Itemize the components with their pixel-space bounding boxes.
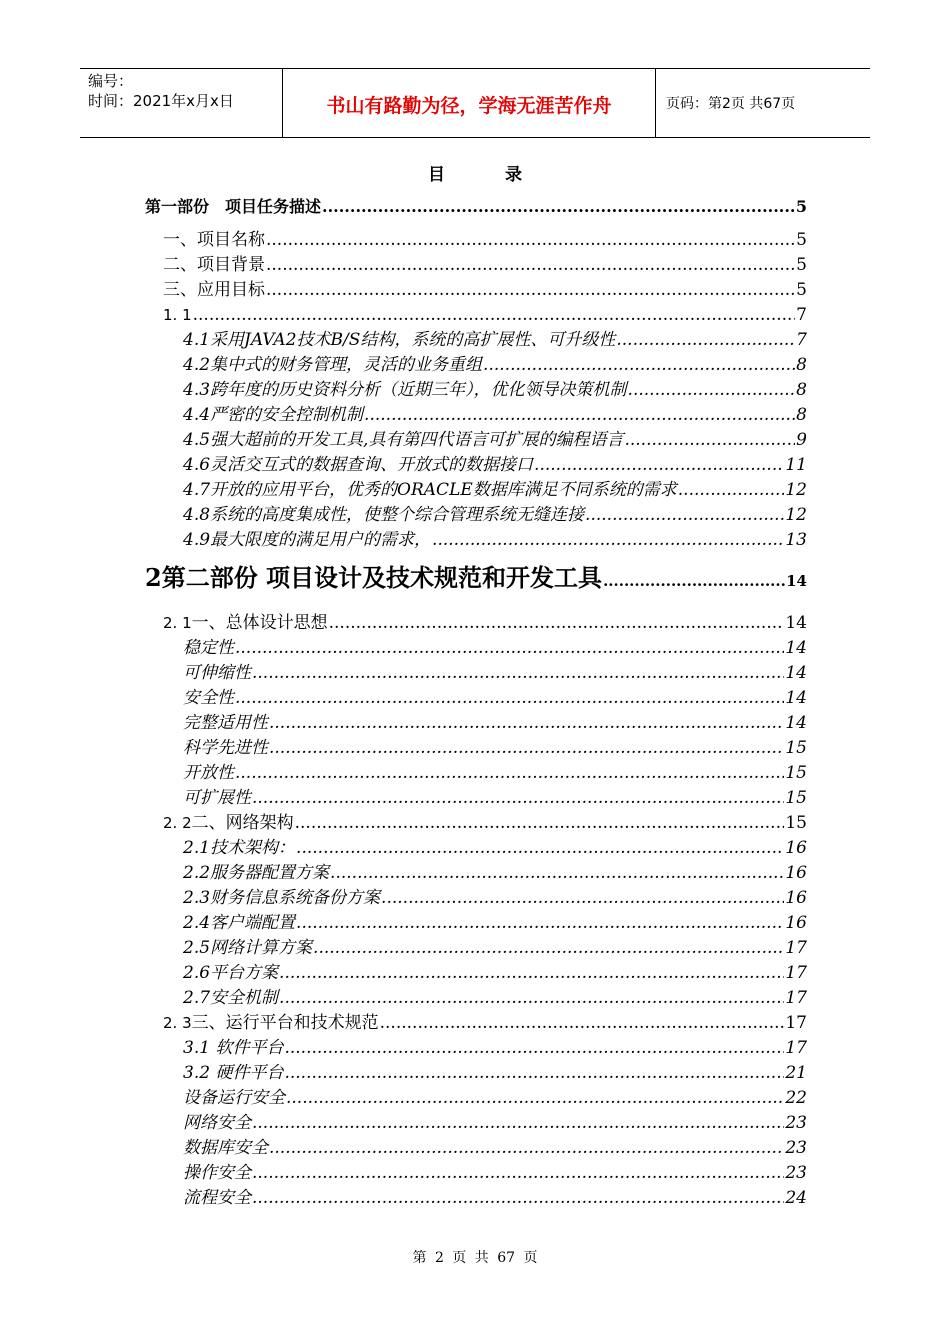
toc-entry-number: 4.9 <box>183 530 211 550</box>
toc-entry-page: 8 <box>796 380 807 400</box>
toc-entry-label: 客户端配置 <box>210 913 296 933</box>
toc-leader <box>624 428 795 452</box>
toc-entry-label: 设备运行安全 <box>183 1088 285 1108</box>
toc-entry-number: 4.7 <box>183 480 211 500</box>
toc-entry[interactable] <box>183 686 807 710</box>
toc-entry[interactable] <box>183 1136 807 1160</box>
toc-entry-page: 22 <box>785 1088 807 1108</box>
toc-entry-page: 16 <box>785 888 807 908</box>
toc-leader <box>295 811 785 835</box>
toc-leader <box>616 328 795 352</box>
toc-leader <box>534 453 784 477</box>
toc-entry[interactable] <box>183 961 807 985</box>
toc-entry[interactable] <box>183 428 807 452</box>
toc-entry-page: 17 <box>785 938 807 958</box>
toc-leader <box>483 353 795 377</box>
toc-leader <box>678 478 785 502</box>
toc-entry-label: 严密的安全控制机制 <box>210 405 364 425</box>
toc-entry[interactable] <box>183 861 807 885</box>
toc-leader <box>252 661 784 685</box>
toc-entry-part-2[interactable] <box>145 561 807 595</box>
toc-entry-number: 2. 1 <box>163 614 192 632</box>
toc-entry-label: 安全性 <box>183 688 234 708</box>
toc-entry-number: 2.3 <box>183 888 211 908</box>
toc-entry-label: 开放性 <box>183 763 234 783</box>
toc-entry-page: 23 <box>785 1113 807 1133</box>
toc-entry-label: 开放的应用平台，优秀的ORACLE数据库满足不同系统的需求 <box>210 480 677 500</box>
toc-entry-label: 强大超前的开发工具,具有第四代语言可扩展的编程语言 <box>210 430 624 450</box>
toc-leader <box>266 253 795 277</box>
toc-leader <box>330 861 784 885</box>
toc-entry-label: 灵活交互式的数据查询、开放式的数据接口 <box>210 455 534 475</box>
toc-leader <box>269 711 784 735</box>
toc-leader <box>269 736 784 760</box>
toc-entry[interactable] <box>163 303 807 327</box>
toc-entry[interactable] <box>183 1061 807 1085</box>
toc-entry-label: 采用JAVA2技术B/S结构，系统的高扩展性、可升级性 <box>210 330 616 350</box>
toc-entry[interactable] <box>163 228 807 252</box>
toc-entry[interactable] <box>183 911 807 935</box>
toc-leader <box>252 1186 784 1210</box>
toc-leader <box>322 195 795 219</box>
toc-leader <box>432 528 784 552</box>
header-page-info: 页码：第2页 共67页 <box>666 96 796 112</box>
toc-entry-label: 系统的高度集成性，使整个综合管理系统无缝连接 <box>210 505 585 525</box>
toc-entry-number: 4.4 <box>183 405 211 425</box>
toc-entry-page: 14 <box>785 713 807 733</box>
toc-entry[interactable] <box>183 453 807 477</box>
toc-entry-page: 24 <box>785 1188 807 1208</box>
toc-entry-page: 16 <box>785 913 807 933</box>
toc-entry-label: 数据库安全 <box>183 1138 268 1158</box>
doc-number-label: 编号： <box>88 72 134 90</box>
toc-entry[interactable] <box>183 403 807 427</box>
toc-entry[interactable] <box>183 1036 807 1060</box>
toc-entry-page: 15 <box>785 788 807 808</box>
toc-entry-label: 第二部份 项目设计及技术规范和开发工具 <box>161 563 603 592</box>
toc-entry-page: 23 <box>785 1163 807 1183</box>
toc-entry-number: 4.8 <box>183 505 211 525</box>
toc-entry-page: 9 <box>796 430 807 450</box>
toc-entry-label: 稳定性 <box>183 638 234 658</box>
toc-entry[interactable] <box>163 278 807 302</box>
toc-leader <box>603 564 785 598</box>
toc-entry-page: 16 <box>785 838 807 858</box>
toc-entry[interactable] <box>183 886 807 910</box>
toc-entry-page: 5 <box>796 280 807 300</box>
header-meta <box>88 71 234 111</box>
toc-entry-number: 2.7 <box>183 988 211 1008</box>
toc-entry-page: 13 <box>785 530 807 550</box>
toc-entry[interactable] <box>163 1011 807 1035</box>
toc-leader <box>266 228 795 252</box>
toc-entry-label: 集中式的财务管理，灵活的业务重组 <box>210 355 483 375</box>
toc-entry-number: 2.2 <box>183 863 211 883</box>
toc-entry-page: 15 <box>785 738 807 758</box>
toc-entry-label: 网络安全 <box>183 1113 251 1133</box>
toc-entry[interactable] <box>183 761 807 785</box>
toc-entry-label: 第一部份 项目任务描述 <box>145 197 322 216</box>
toc-entry[interactable] <box>183 986 807 1010</box>
toc-entry-number: 2.1 <box>183 838 211 858</box>
toc-leader <box>252 1161 784 1185</box>
toc-leader <box>235 636 784 660</box>
toc-leader <box>364 403 795 427</box>
toc-leader <box>296 911 784 935</box>
toc-entry[interactable] <box>183 711 807 735</box>
toc-leader <box>329 611 785 635</box>
toc-leader <box>266 278 795 302</box>
toc-entry-page: 15 <box>785 763 807 783</box>
toc-entry[interactable] <box>183 353 807 377</box>
toc-entry-number: 4.3 <box>183 380 211 400</box>
toc-entry-page: 16 <box>785 863 807 883</box>
toc-entry-number: 4.6 <box>183 455 211 475</box>
toc-leader <box>380 1011 785 1035</box>
toc-entry-number: 2 <box>145 563 162 592</box>
toc-entry-label: 平台方案 <box>210 963 279 983</box>
toc-entry-label: 跨年度的历史资料分析（近期三年），优化领导决策机制 <box>210 380 627 400</box>
toc-entry[interactable] <box>183 378 807 402</box>
toc-entry-page: 15 <box>785 813 807 833</box>
toc-entry-number: 2.5 <box>183 938 211 958</box>
toc-entry-label: 三、应用目标 <box>163 280 265 300</box>
toc-entry[interactable] <box>183 328 807 352</box>
toc-entry-page: 14 <box>785 688 807 708</box>
toc-entry-label: 二、网络架构 <box>191 813 294 833</box>
toc-entry[interactable] <box>183 736 807 760</box>
toc-leader <box>269 1136 784 1160</box>
toc-entry-number: 2. 2 <box>163 814 192 832</box>
toc-entry-page: 14 <box>785 663 807 683</box>
toc-leader <box>286 1086 784 1110</box>
toc-entry[interactable] <box>183 936 807 960</box>
header-motto: 书山有路勤为径，学海无涯苦作舟 <box>326 95 612 117</box>
toc-entry-label: 可扩展性 <box>183 788 251 808</box>
toc-leader <box>313 936 784 960</box>
toc-entry-label: 财务信息系统备份方案 <box>210 888 381 908</box>
toc-entry-page: 8 <box>796 405 807 425</box>
toc-entry-number: 4.2 <box>183 355 211 375</box>
toc-leader <box>193 303 796 327</box>
toc-entry[interactable] <box>183 661 807 685</box>
toc-entry-page: 17 <box>785 963 807 983</box>
toc-entry[interactable] <box>163 811 807 835</box>
toc-entry-label: 流程安全 <box>183 1188 251 1208</box>
toc-entry[interactable] <box>183 528 807 552</box>
toc-entry-label: 三、运行平台和技术规范 <box>191 1013 379 1033</box>
toc-entry-page: 21 <box>785 1063 807 1083</box>
toc-leader <box>284 1036 784 1060</box>
doc-date: 时间：2021年x月x日 <box>88 92 234 110</box>
toc-entry-page: 17 <box>785 988 807 1008</box>
toc-entry-label: 一、总体设计思想 <box>191 613 328 633</box>
toc-entry-number: 2.6 <box>183 963 211 983</box>
toc-entry-label: 网络计算方案 <box>210 938 313 958</box>
toc-entry[interactable] <box>183 1086 807 1110</box>
toc-entry-page: 12 <box>785 505 807 525</box>
toc-entry-label: 操作安全 <box>183 1163 251 1183</box>
toc-leader <box>252 786 784 810</box>
toc-entry-page: 17 <box>785 1013 807 1033</box>
toc-entry-page: 7 <box>796 305 807 325</box>
toc-entry-number: 2.4 <box>183 913 211 933</box>
toc-entry-page: 14 <box>785 638 807 658</box>
toc-entry-number: 4.1 <box>183 330 211 350</box>
toc-entry-page: 5 <box>796 255 807 275</box>
toc-leader <box>628 378 796 402</box>
toc-leader <box>585 503 784 527</box>
toc-entry[interactable] <box>183 1111 807 1135</box>
toc-entry[interactable] <box>183 1186 807 1210</box>
document-header <box>80 68 870 138</box>
toc-entry-label: 安全机制 <box>210 988 279 1008</box>
toc-entry-page: 5 <box>796 230 807 250</box>
toc-entry-part-1[interactable] <box>145 195 807 219</box>
toc-entry-page: 12 <box>785 480 807 500</box>
toc-entry-label: 一、项目名称 <box>163 230 265 250</box>
toc-entry-page: 14 <box>785 613 807 633</box>
toc-entry-page: 8 <box>796 355 807 375</box>
toc-entry-label: 技术架构： <box>210 838 296 858</box>
toc-leader <box>284 1061 784 1085</box>
toc-entry[interactable] <box>183 503 807 527</box>
toc-entry[interactable] <box>183 786 807 810</box>
toc-entry[interactable] <box>163 253 807 277</box>
toc-leader <box>296 836 784 860</box>
toc-leader <box>252 1111 784 1135</box>
toc-leader <box>279 986 784 1010</box>
toc-entry-page: 17 <box>785 1038 807 1058</box>
toc-entry-page: 23 <box>785 1138 807 1158</box>
toc-entry[interactable] <box>183 478 807 502</box>
toc-entry-label: 3.2 硬件平台 <box>183 1063 284 1083</box>
header-divider <box>655 69 656 137</box>
toc-entry-label: 完整适用性 <box>183 713 268 733</box>
toc-entry[interactable] <box>183 836 807 860</box>
toc-entry-number: 4.5 <box>183 430 211 450</box>
toc-entry[interactable] <box>183 636 807 660</box>
toc-leader <box>235 761 784 785</box>
toc-entry-label: 科学先进性 <box>183 738 268 758</box>
toc-entry-label: 服务器配置方案 <box>210 863 330 883</box>
toc-entry[interactable] <box>183 1161 807 1185</box>
toc-entry-label: 二、项目背景 <box>163 255 265 275</box>
toc-entry-number: 1. 1 <box>163 306 192 324</box>
toc-entry-page: 14 <box>786 572 807 590</box>
toc-entry-label: 最大限度的满足用户的需求， <box>210 530 432 550</box>
toc-leader <box>381 886 784 910</box>
toc-entry-page: 11 <box>785 455 807 475</box>
page-footer: 第 2 页 共 67 页 <box>412 1250 538 1266</box>
toc-leader <box>235 686 784 710</box>
toc-title: 目录 <box>428 165 582 185</box>
toc-entry-label: 3.1 软件平台 <box>183 1038 284 1058</box>
toc-entry-page: 5 <box>795 197 807 216</box>
toc-entry-page: 7 <box>796 330 807 350</box>
toc-entry-number: 2. 3 <box>163 1014 192 1032</box>
toc-leader <box>279 961 784 985</box>
toc-entry-label: 可伸缩性 <box>183 663 251 683</box>
toc-entry[interactable] <box>163 611 807 635</box>
